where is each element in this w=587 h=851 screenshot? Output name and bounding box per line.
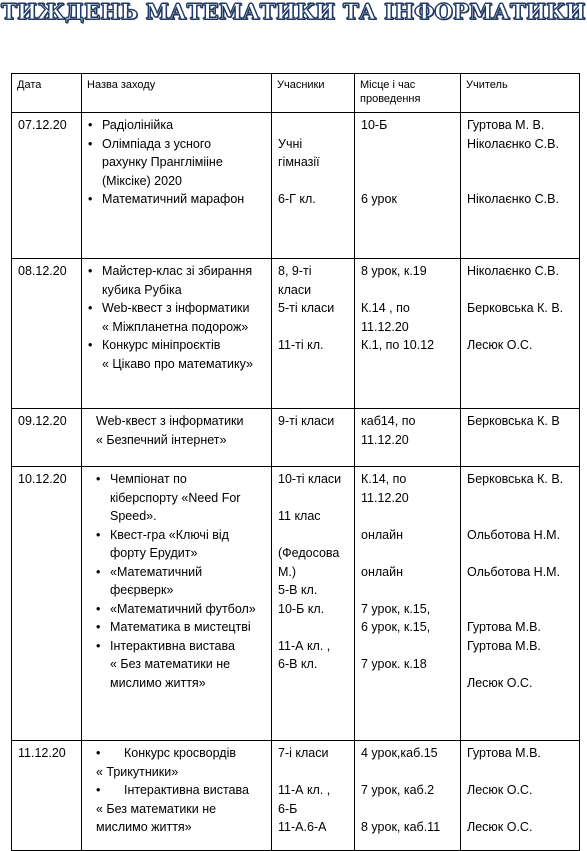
event-item: • «Математичний — [88, 563, 266, 582]
event-item-cont: « Трикутники» — [96, 764, 179, 779]
page-title: ТИЖДЕНЬ МАТЕМАТИКИ ТА ІНФОРМАТИКИ — [1, 0, 586, 24]
teacher-item: Лесюк О.С. — [467, 338, 533, 352]
participant-item: 9-ті класи — [278, 414, 335, 428]
place-item: онлайн — [361, 564, 403, 579]
event-item-cont: мислимо життя» — [96, 820, 192, 834]
teacher-item: Берковська К. В — [467, 414, 560, 428]
teacher-item: Лесюк О.С. — [467, 820, 533, 834]
participant-item: 10-ті класи — [278, 472, 342, 486]
teacher-cell — [461, 259, 580, 409]
participants-cell — [272, 409, 355, 467]
participant-item: Учні — [278, 136, 303, 151]
place-cell — [355, 409, 461, 467]
table-row — [12, 113, 580, 259]
event-item: • Майстер-клас зі збирання — [88, 262, 266, 281]
date-cell: 08.12.20 — [12, 259, 82, 409]
date-cell: 10.12.20 — [12, 467, 82, 741]
event-item: • Web-квест з інформатики — [88, 299, 266, 318]
teacher-cell — [461, 467, 580, 741]
event-item-cont: « Цікаво про математику» — [102, 356, 253, 371]
teacher-item: Гуртова М.В. — [467, 638, 541, 653]
event-item: • Чемпіонат по — [88, 470, 266, 489]
header-place-time: Місце і час проведення — [355, 74, 461, 113]
event-item: • Інтерактивна вистава — [88, 637, 266, 656]
place-item: 10-Б — [361, 118, 388, 132]
participant-item: 11-А.6-А — [278, 820, 327, 834]
place-item: каб14, по — [361, 414, 416, 428]
place-item: К.1, по 10.12 — [361, 338, 435, 352]
teacher-item: Ніколаєнко С.В. — [467, 264, 559, 278]
participant-item: М.) — [278, 564, 297, 579]
place-item: 6 урок, к.15, — [361, 620, 431, 634]
event-item: • Математичний марафон — [88, 190, 266, 209]
participant-item: 6-Б — [278, 801, 298, 816]
table-row — [12, 467, 580, 741]
place-item: 7 урок. к.18 — [361, 657, 427, 671]
event-item: • Конкурс мініпроєктів — [88, 336, 266, 355]
event-item: • Квест-гра «Ключі від — [88, 526, 266, 545]
participant-item: 11-А кл. , — [278, 638, 331, 653]
place-item: 11.12.20 — [361, 490, 409, 505]
event-item: • Інтерактивна вистава — [96, 783, 249, 797]
date-cell: 11.12.20 — [12, 741, 82, 851]
participants-cell — [272, 741, 355, 851]
header-event: Назва заходу — [82, 74, 272, 113]
participant-item: 11 клас — [278, 509, 321, 523]
teacher-item: Берковська К. В. — [467, 301, 564, 315]
teacher-item: Лесюк О.С. — [467, 783, 533, 797]
table-row — [12, 741, 580, 851]
table-header-row — [12, 74, 580, 113]
teacher-item: Ніколаєнко С.В. — [467, 136, 559, 151]
event-item: Web-квест з інформатики — [96, 414, 244, 428]
event-item-cont: рахунку Пранглімііне — [102, 155, 223, 169]
participants-cell — [272, 467, 355, 741]
event-item: • Математика в мистецтві — [88, 618, 266, 637]
place-item: 7 урок, к.15, — [361, 601, 431, 616]
place-cell — [355, 259, 461, 409]
event-item-cont: феєрверк» — [110, 583, 174, 597]
participants-cell — [272, 259, 355, 409]
participant-item: 11-А кл. , — [278, 783, 331, 797]
date-cell: 07.12.20 — [12, 113, 82, 259]
header-teacher: Учитель — [461, 74, 580, 113]
place-item: 7 урок, каб.2 — [361, 783, 435, 797]
participant-item: 6-В кл. — [278, 657, 318, 671]
event-item-cont: « Безпечний інтернет» — [96, 432, 227, 447]
event-item: • «Математичний футбол» — [88, 600, 266, 619]
teacher-item: Гуртова М.В. — [467, 746, 541, 760]
teacher-cell — [461, 113, 580, 259]
event-cell — [82, 741, 272, 851]
event-item: • Олімпіада з усного — [88, 135, 266, 154]
teacher-item: Ольботова Н.М. — [467, 527, 561, 542]
schedule-table — [11, 73, 580, 851]
participant-item: 6-Г кл. — [278, 192, 316, 206]
participant-item: (Федосова — [278, 546, 340, 560]
place-item: 11.12.20 — [361, 319, 409, 334]
participant-item: 8, 9-ті — [278, 264, 312, 278]
place-item: 11.12.20 — [361, 432, 409, 447]
participant-item: гімназії — [278, 155, 320, 169]
table-row — [12, 409, 580, 467]
event-item-cont: « Без математики не — [110, 657, 231, 671]
header-participants: Учасники — [272, 74, 355, 113]
event-cell — [82, 259, 272, 409]
participant-item: 11-ті кл. — [278, 338, 324, 352]
teacher-cell — [461, 741, 580, 851]
event-cell — [82, 409, 272, 467]
place-item: К.14, по — [361, 472, 407, 486]
table-row — [12, 259, 580, 409]
event-cell — [82, 113, 272, 259]
date-cell: 09.12.20 — [12, 409, 82, 467]
participant-item: 10-Б кл. — [278, 601, 325, 616]
place-cell — [355, 467, 461, 741]
teacher-item: Берковська К. В. — [467, 472, 564, 486]
event-item-cont: « Міжпланетна подорож» — [102, 319, 249, 334]
place-item: онлайн — [361, 527, 403, 542]
place-item: К.14 , по — [361, 301, 410, 315]
place-item: 8 урок, к.19 — [361, 264, 427, 278]
place-item: 8 урок, каб.11 — [361, 820, 441, 834]
participant-item: 7-і класи — [278, 746, 329, 760]
event-cell — [82, 467, 272, 741]
event-item: • Конкурс кросвордів — [96, 746, 236, 760]
event-item-cont: (Міксіке) 2020 — [102, 173, 182, 188]
teacher-item: Гуртова М.В. — [467, 620, 541, 634]
event-item-cont: « Без математики не — [96, 801, 217, 816]
teacher-item: Лесюк О.С. — [467, 675, 533, 690]
participant-item: 5-В кл. — [278, 583, 318, 597]
teacher-item: Гуртова М. В. — [467, 118, 545, 132]
participants-cell — [272, 113, 355, 259]
place-cell — [355, 741, 461, 851]
teacher-cell — [461, 409, 580, 467]
event-item-cont: мислимо життя» — [110, 675, 206, 690]
event-item-cont: кіберспорту «Need For — [110, 490, 241, 505]
participant-item: 5-ті класи — [278, 301, 335, 315]
event-item-cont: Speed». — [110, 509, 157, 523]
participant-item: класи — [278, 282, 312, 297]
place-cell — [355, 113, 461, 259]
place-item: 6 урок — [361, 192, 397, 206]
header-date: Дата — [12, 74, 82, 113]
event-item-cont: кубика Рубіка — [102, 282, 182, 297]
event-item: • Радіолінійка — [88, 116, 266, 135]
teacher-item: Ольботова Н.М. — [467, 564, 561, 579]
teacher-item: Ніколаєнко С.В. — [467, 192, 559, 206]
event-item-cont: форту Ерудит» — [110, 546, 198, 560]
place-item: 4 урок,каб.15 — [361, 746, 438, 760]
